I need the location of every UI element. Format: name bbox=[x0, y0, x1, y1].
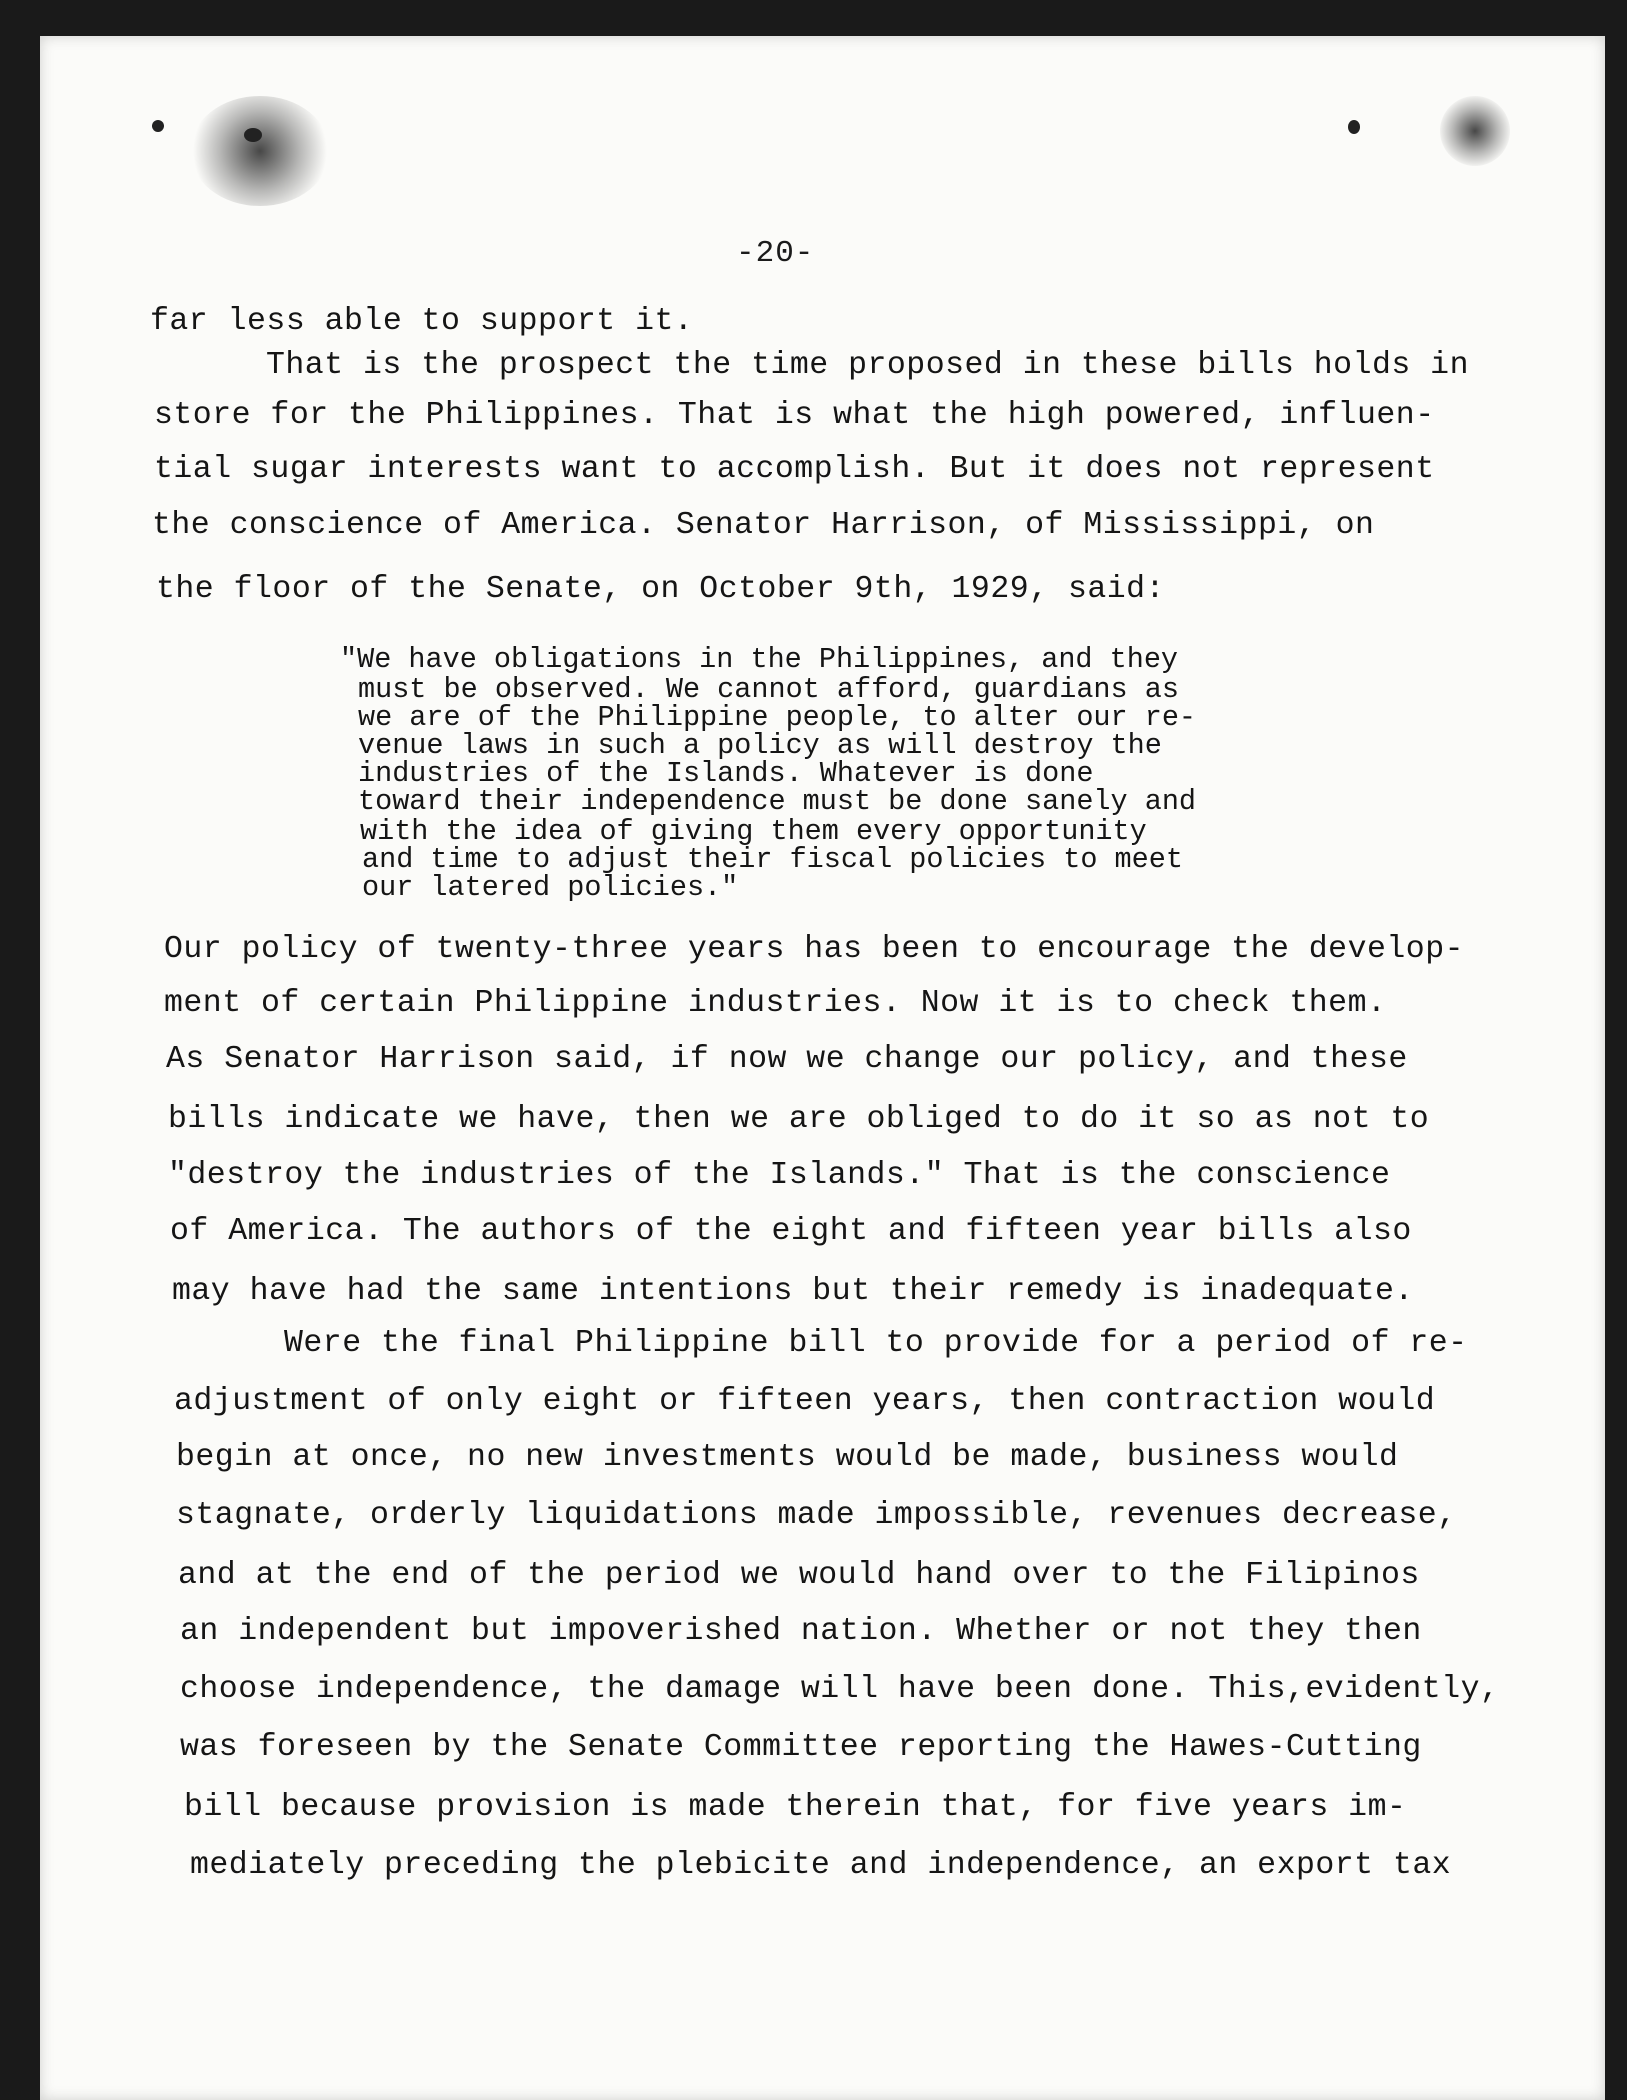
body-line: of America. The authors of the eight and fifteen year bills also bbox=[170, 1214, 1412, 1249]
body-line: far less able to support it. bbox=[150, 304, 694, 339]
ink-smudge bbox=[1440, 96, 1510, 166]
punch-hole bbox=[152, 120, 164, 132]
body-line: an independent but impoverished nation. Whether or not they then bbox=[180, 1614, 1422, 1649]
body-line: ment of certain Philippine industries. Now it is to check them. bbox=[164, 986, 1387, 1021]
body-line: Our policy of twenty-three years has been to encourage the develop- bbox=[164, 932, 1465, 967]
quote-line: must be observed. We cannot afford, guardians as bbox=[358, 673, 1179, 706]
body-line: bill because provision is made therein that, for five years im- bbox=[184, 1790, 1407, 1825]
body-line: "destroy the industries of the Islands." That is the conscience bbox=[168, 1158, 1391, 1193]
body-line: may have had the same intentions but their remedy is inadequate. bbox=[172, 1274, 1414, 1309]
quote-line: toward their independence must be done sanely and bbox=[358, 785, 1197, 818]
body-line: As Senator Harrison said, if now we change our policy, and these bbox=[166, 1042, 1408, 1077]
body-line: store for the Philippines. That is what the high powered, influen- bbox=[154, 398, 1435, 433]
body-line: and at the end of the period we would hand over to the Filipinos bbox=[178, 1558, 1420, 1593]
page-number: -20- bbox=[736, 236, 815, 271]
quote-line: with the idea of giving them every opportunity bbox=[360, 815, 1147, 848]
quote-line: we are of the Philippine people, to alter our re- bbox=[358, 701, 1197, 734]
quote-line: industries of the Islands. Whatever is done bbox=[358, 757, 1094, 790]
quote-line: venue laws in such a policy as will destroy the bbox=[358, 729, 1162, 762]
body-line: the floor of the Senate, on October 9th, 1929, said: bbox=[156, 572, 1165, 607]
quote-line: our latered policies." bbox=[362, 871, 739, 904]
body-line: stagnate, orderly liquidations made impossible, revenues decrease, bbox=[176, 1498, 1457, 1533]
body-line: bills indicate we have, then we are obliged to do it so as not to bbox=[168, 1102, 1430, 1137]
body-line: begin at once, no new investments would be made, business would bbox=[176, 1440, 1399, 1475]
ink-smudge bbox=[190, 96, 330, 206]
body-line: That is the prospect the time proposed in these bills holds in bbox=[266, 348, 1469, 383]
punch-hole bbox=[244, 128, 262, 142]
body-line: choose independence, the damage will have been done. This,evidently, bbox=[180, 1672, 1500, 1707]
quote-line: and time to adjust their fiscal policies to meet bbox=[362, 843, 1183, 876]
body-line: mediately preceding the plebicite and independence, an export tax bbox=[190, 1848, 1452, 1883]
body-line: Were the final Philippine bill to provide for a period of re- bbox=[284, 1326, 1468, 1361]
document-page bbox=[40, 36, 1605, 2100]
quote-line: "We have obligations in the Philippines, and they bbox=[340, 643, 1179, 676]
body-line: adjustment of only eight or fifteen years, then contraction would bbox=[174, 1384, 1436, 1419]
body-line: was foreseen by the Senate Committee reporting the Hawes-Cutting bbox=[180, 1730, 1422, 1765]
body-line: the conscience of America. Senator Harrison, of Mississippi, on bbox=[152, 508, 1375, 543]
punch-hole bbox=[1348, 120, 1360, 134]
body-line: tial sugar interests want to accomplish. But it does not represent bbox=[154, 452, 1435, 487]
